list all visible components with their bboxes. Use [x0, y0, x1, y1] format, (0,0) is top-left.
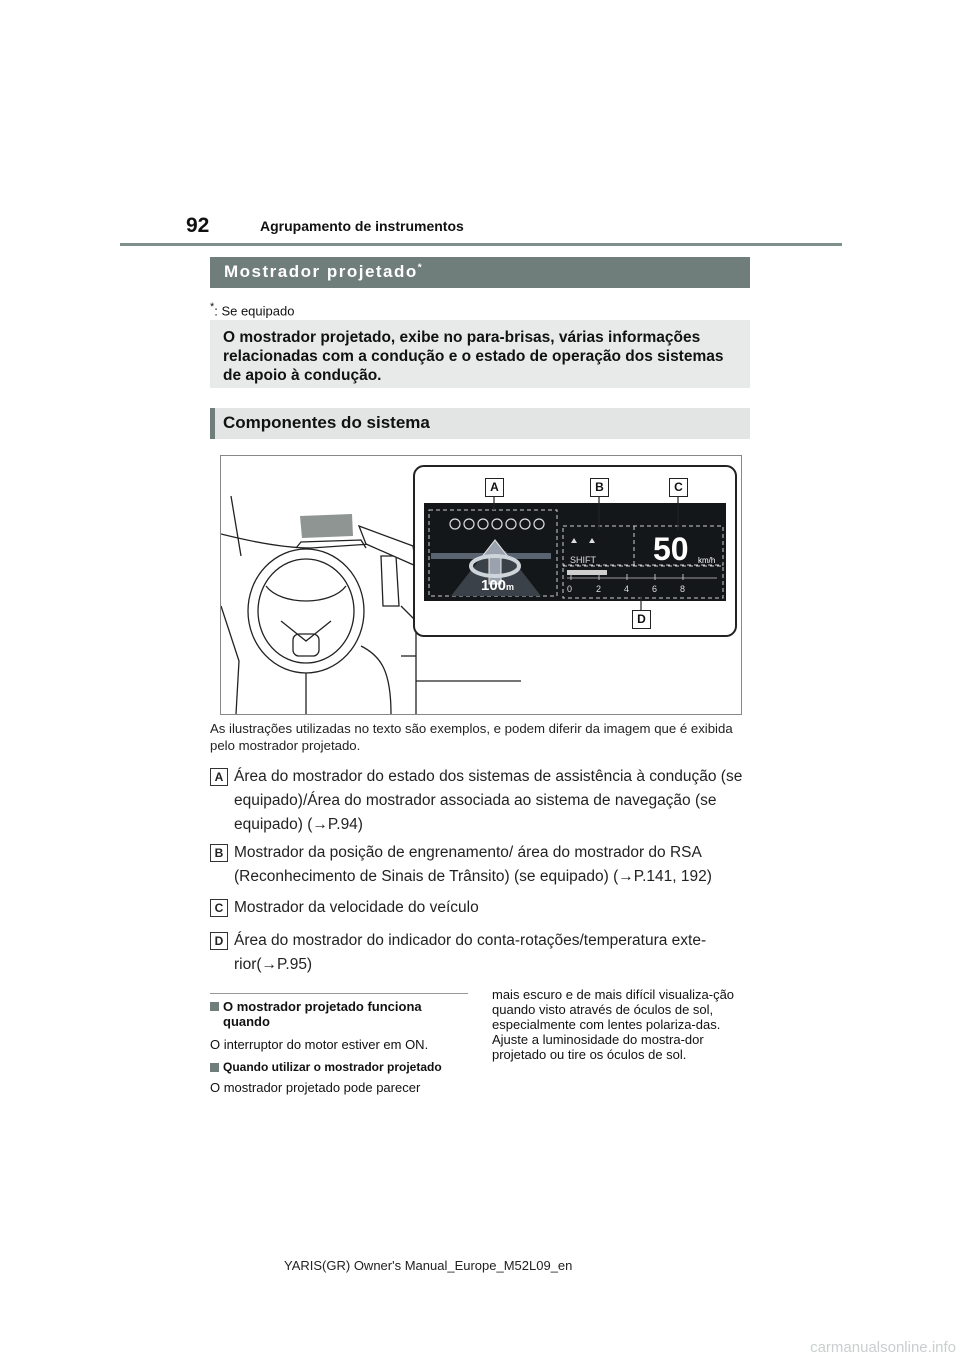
section-title-bar: [210, 257, 750, 288]
note-1: [210, 999, 468, 1029]
rpm-tick-label: 2: [596, 584, 602, 594]
intro-box: [210, 320, 750, 388]
note-2-continuation: mais escuro e de mais difícil visualiza-ção quando visto através de óculos de sol, especialmente com lentes polariza-das. Ajuste a luminosidade do mostra-dor projetado ou tire os óculos de sol.: [492, 987, 735, 1062]
footnote: [210, 301, 294, 318]
projection-area: [300, 514, 353, 538]
rpm-tick-label: 6: [652, 584, 658, 594]
square-bullet-icon: [210, 1002, 219, 1011]
notes-rule: [210, 993, 468, 994]
item-text: Área do mostrador do indicador do conta-rotações/temperatura exte-rior(→P.95): [234, 932, 707, 973]
list-item: [210, 929, 750, 977]
note-2-text: O mostrador projetado pode parecer: [210, 1080, 421, 1095]
rpm-bar: [567, 570, 607, 575]
item-text: Mostrador da posição de engrenamento/ área do mostrador do RSA (Reconhecimento de Sinais de Trânsito) (se equipado) (→P.141, 192): [234, 844, 712, 885]
section-title-mark: *: [417, 262, 424, 274]
subsection-accent: [210, 408, 215, 439]
speed-unit: km/h: [698, 556, 716, 565]
rpm-tick-label: 8: [680, 584, 686, 594]
running-title: Agrupamento de instrumentos: [260, 218, 464, 234]
list-item: [210, 765, 750, 837]
badge-b: B: [210, 844, 228, 862]
note-1-title: O mostrador projetado funciona quando: [223, 999, 422, 1029]
callout-a: A: [485, 478, 504, 497]
components-figure: [220, 455, 742, 715]
list-item: [210, 841, 750, 889]
note-2-title: Quando utilizar o mostrador projetado: [223, 1060, 442, 1074]
item-text: Mostrador da velocidade do veículo: [234, 899, 479, 916]
square-bullet-icon: [210, 1063, 219, 1072]
note-2: [210, 1060, 468, 1074]
footnote-text: : Se equipado: [214, 303, 295, 319]
rpm-tick-label: 4: [624, 584, 630, 594]
note-1-text: O interruptor do motor estiver em ON.: [210, 1037, 429, 1052]
rpm-tick-label: 0: [567, 584, 573, 594]
callout-b: B: [590, 478, 609, 497]
shift-label: SHIFT: [570, 555, 596, 565]
figure-caption: As ilustrações utilizadas no texto são exemplos, e podem diferir da imagem que é exibida pelo mostrador projetado.: [210, 721, 733, 753]
header-rule: [120, 243, 842, 246]
vehicle-speed: 50: [653, 531, 689, 567]
footer-text: YARIS(GR) Owner's Manual_Europe_M52L09_en: [284, 1258, 573, 1273]
intro-text: O mostrador projetado, exibe no para-brisas, várias informações relacionadas com a condução e o estado de operação dos sistemas de apoio à condução.: [223, 329, 724, 384]
list-item: [210, 896, 750, 920]
nav-distance: 100m: [481, 577, 515, 594]
badge-a: A: [210, 768, 228, 786]
badge-c: C: [210, 899, 228, 917]
badge-d: D: [210, 932, 228, 950]
callout-c: C: [669, 478, 688, 497]
subsection-title: Componentes do sistema: [223, 413, 430, 432]
callout-d: D: [632, 610, 651, 629]
subsection-title-bar: [210, 408, 750, 439]
item-text: Área do mostrador do estado dos sistemas de assistência à condução (se equipado)/Área do mostrador associada ao sistema de navegação (se equipado) (→P.94): [234, 768, 743, 833]
page-number: 92: [186, 214, 210, 237]
section-title: Mostrador projetado: [224, 262, 418, 281]
watermark: carmanualsonline.info: [810, 1339, 956, 1356]
footnote-mark: *: [210, 301, 215, 313]
